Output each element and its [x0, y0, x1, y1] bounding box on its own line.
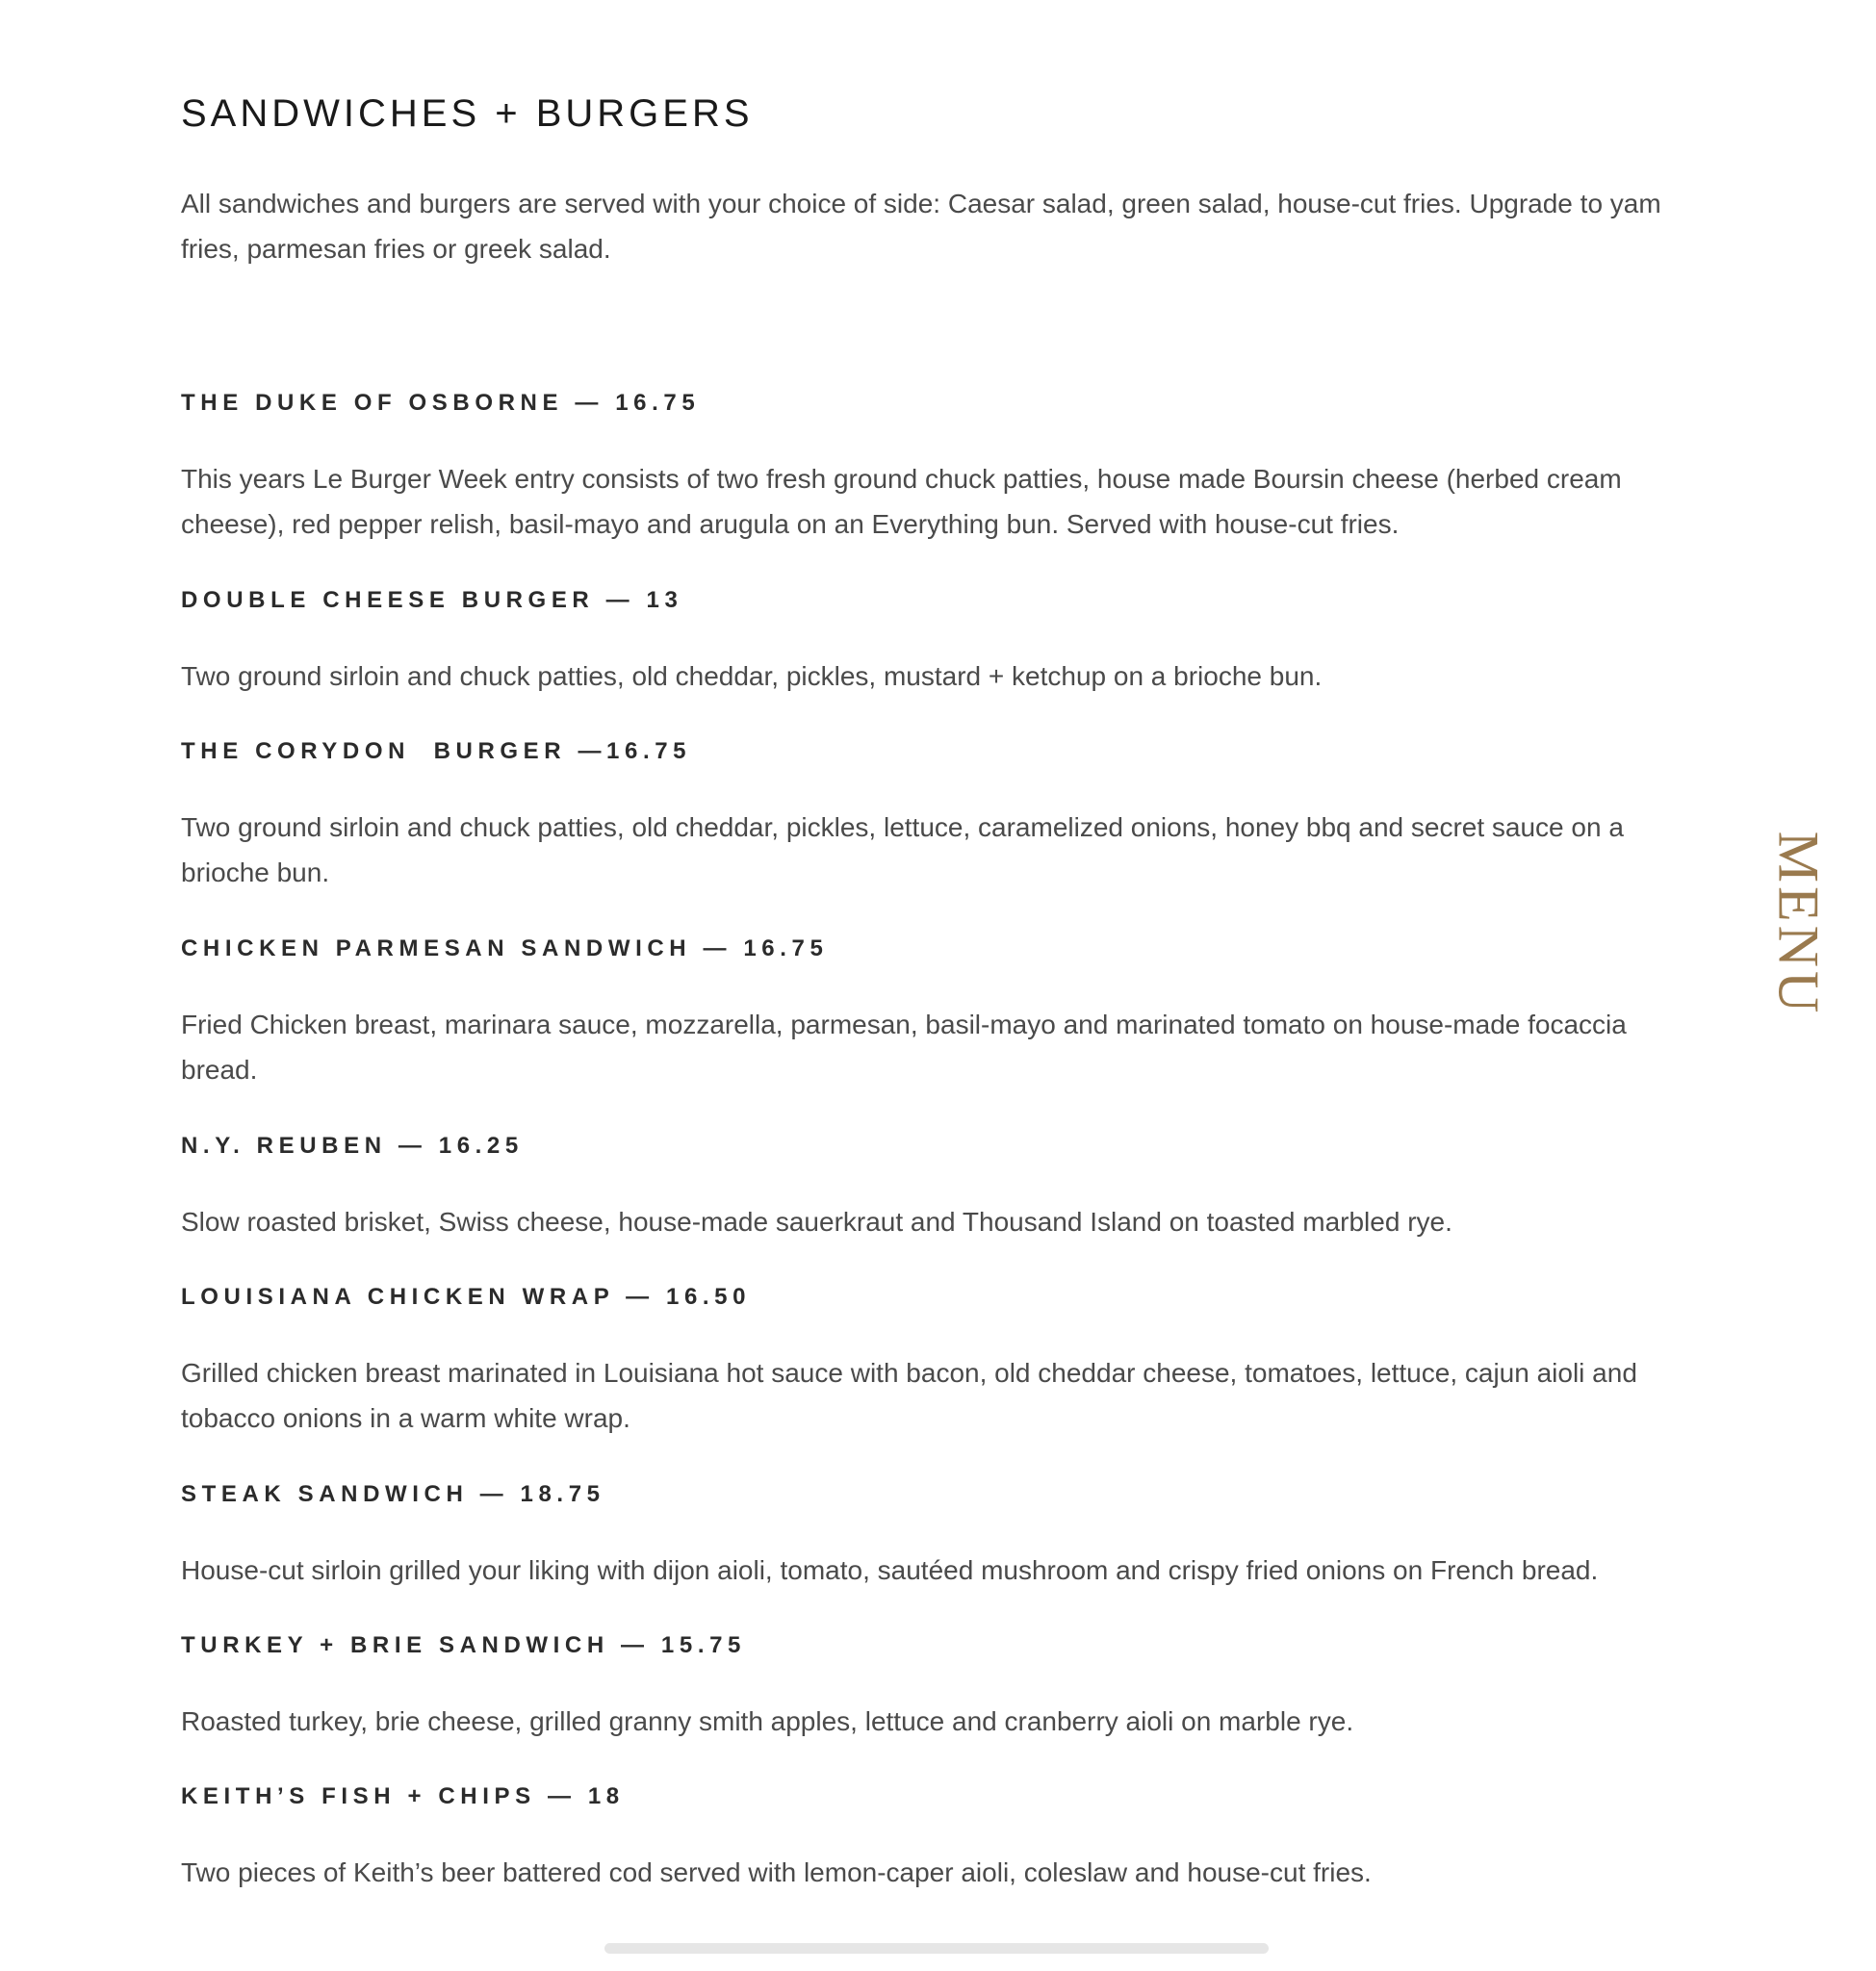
menu-item-title: N.Y. REUBEN — 16.25 [181, 1133, 524, 1159]
menu-item-title: CHICKEN PARMESAN SANDWICH — 16.75 [181, 935, 829, 961]
menu-item-description: This years Le Burger Week entry consists of two fresh ground chuck patties, house made Boursin cheese (herbed cream cheese), red pepper relish, basil-mayo and arugula on an Everything bun. Served with house-cut fries. [181, 464, 1622, 539]
menu-item-title: STEAK SANDWICH — 18.75 [181, 1481, 605, 1507]
menu-item-description: Fried Chicken breast, marinara sauce, mozzarella, parmesan, basil-mayo and marinated tomato on house-made focaccia bread. [181, 1010, 1627, 1085]
menu-item-description: Two pieces of Keith’s beer battered cod served with lemon-caper aioli, coleslaw and house-cut fries. [181, 1857, 1372, 1887]
menu-item-title: DOUBLE CHEESE BURGER — 13 [181, 587, 683, 613]
menu-item-description: Roasted turkey, brie cheese, grilled granny smith apples, lettuce and cranberry aioli on marble rye. [181, 1706, 1354, 1736]
menu-side-tab-label: MENU [1766, 831, 1831, 1017]
menu-item-description: Two ground sirloin and chuck patties, old cheddar, pickles, mustard + ketchup on a brioche bun. [181, 661, 1323, 691]
menu-item-title: THE DUKE OF OSBORNE — 16.75 [181, 390, 701, 416]
menu-item-title: TURKEY + BRIE SANDWICH — 15.75 [181, 1632, 746, 1658]
menu-item-title: KEITH’S FISH + CHIPS — 18 [181, 1783, 625, 1809]
menu-item-description: Grilled chicken breast marinated in Louisiana hot sauce with bacon, old cheddar cheese, tomatoes, lettuce, cajun aioli and tobacco onions in a warm white wrap. [181, 1358, 1637, 1433]
horizontal-scrollbar[interactable] [604, 1943, 1269, 1954]
menu-item-description: Two ground sirloin and chuck patties, old cheddar, pickles, lettuce, caramelized onions, honey bbq and secret sauce on a brioche bun. [181, 812, 1624, 887]
section-title: SANDWICHES + BURGERS [181, 92, 754, 135]
menu-item-description: Slow roasted brisket, Swiss cheese, house-made sauerkraut and Thousand Island on toasted marbled rye. [181, 1207, 1452, 1237]
menu-item-title: THE CORYDON BURGER —16.75 [181, 738, 692, 764]
menu-item-description: House-cut sirloin grilled your liking with dijon aioli, tomato, sautéed mushroom and crispy fried onions on French bread. [181, 1555, 1599, 1585]
menu-side-tab[interactable] [1766, 828, 1831, 1020]
menu-item-title: LOUISIANA CHICKEN WRAP — 16.50 [181, 1284, 752, 1310]
section-intro: All sandwiches and burgers are served with your choice of side: Caesar salad, green salad, house-cut fries. Upgrade to yam fries, parmesan fries or greek salad. [181, 189, 1661, 264]
